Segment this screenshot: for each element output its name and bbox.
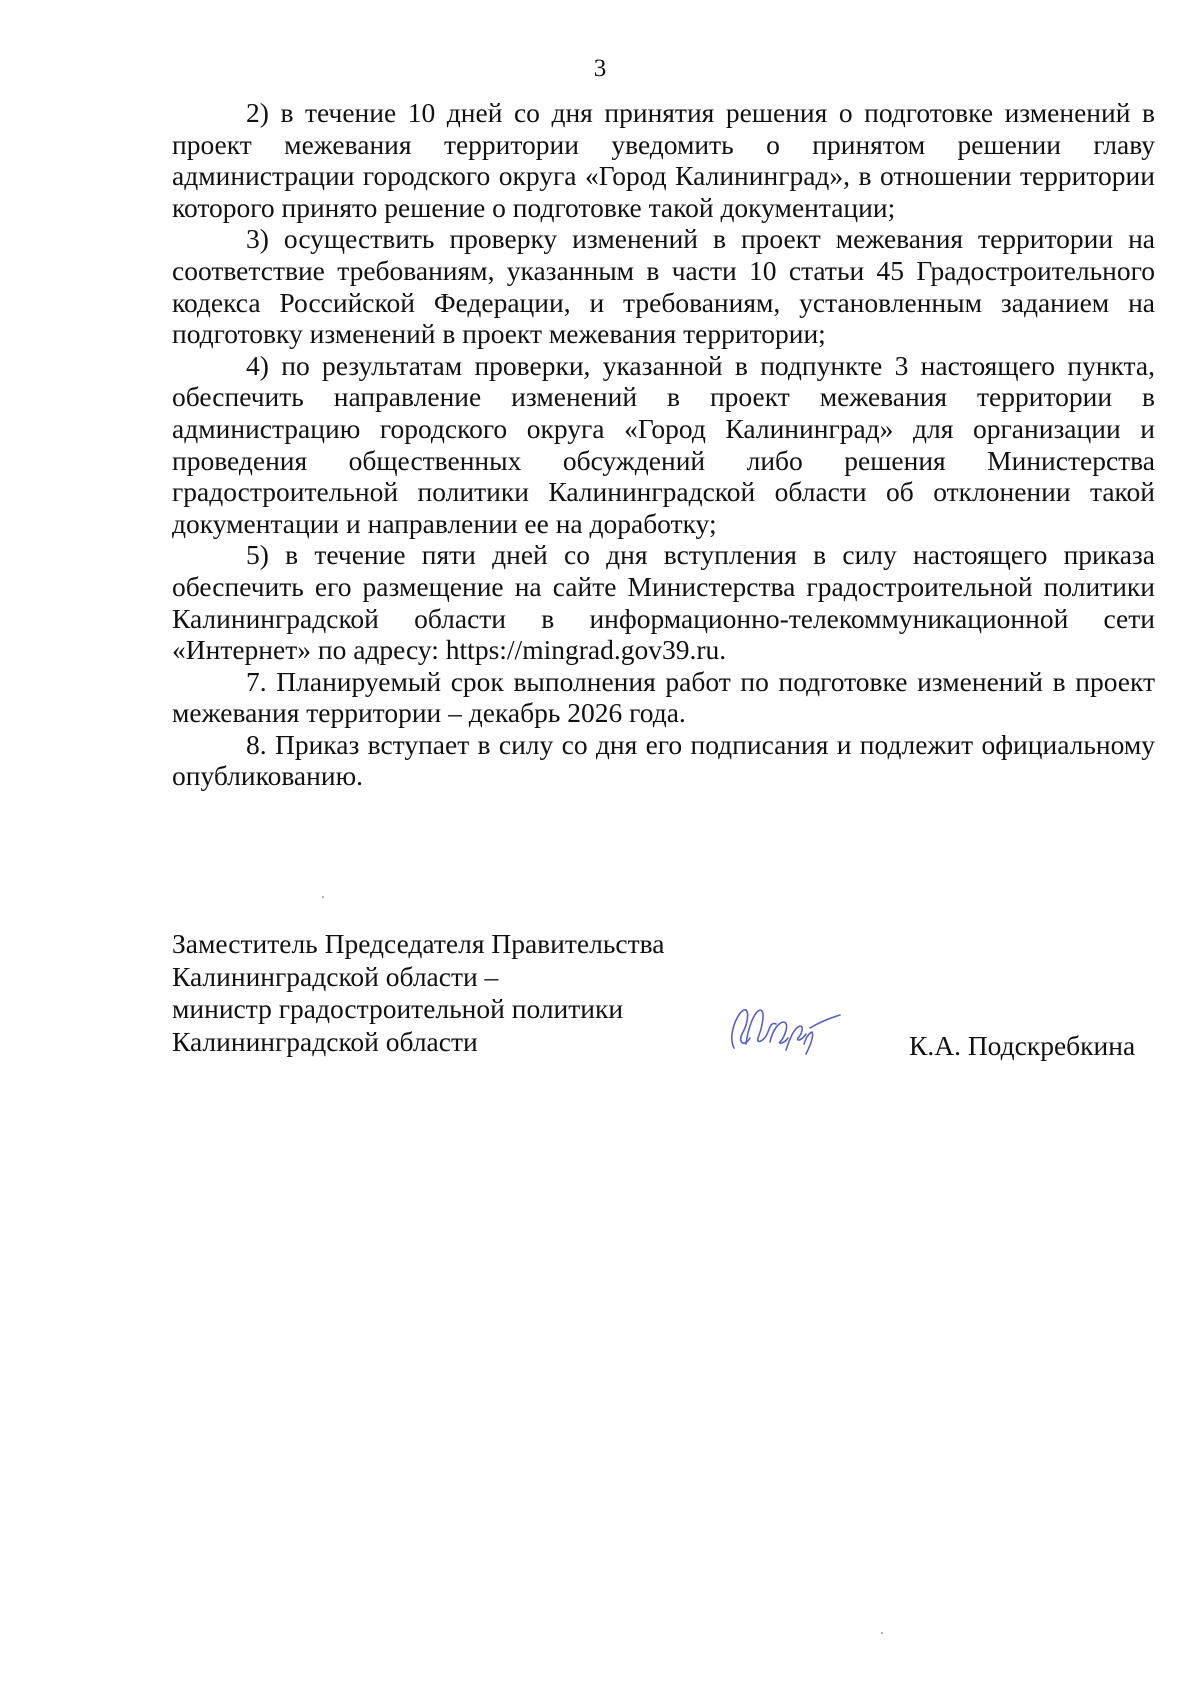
signer-position-line: Калининградской области [172,1025,478,1057]
signer-position-line: министр градостроительной политики [172,993,624,1024]
signature-strokes [732,1010,840,1054]
paragraph-item-3: 3) осуществить проверку изменений в проект межевания территории на соответствие требованиям, указанным в части 10 статьи 45 Градостроительного кодекса Российской Федерации, и требованиям, установленным заданием на подготовку изменений в проект межевания территории; [172,223,1155,350]
paragraph-item-2: 2) в течение 10 дней со дня принятия решения о подготовке изменений в проект межевания территории уведомить о принятом решении главу администрации городского округа «Город Калининград», в отношении территории которого принято решение о подготовке такой документации; [172,97,1155,223]
signer-position-line: Калининградской области – [172,960,499,992]
scan-speck [322,896,324,898]
signer-name: К.А. Подскребкина [909,1030,1136,1061]
paragraph-point-8: 8. Приказ вступает в силу со дня его подписания и подлежит официальному опубликованию. [172,728,1155,792]
signer-position-line: Заместитель Председателя Правительства [172,928,665,959]
signature-block [172,928,1155,1068]
document-body [172,97,1155,792]
paragraph-item-5: 5) в течение пяти дней со дня вступления в силу настоящего приказа обеспечить его размещение на сайте Министерства градостроительной политики Калининградской области в информационно-телекоммуникационной сети «Интернет» по адресу: https://mingrad.gov39.ru. [172,539,1155,666]
page-number: 3 [593,55,607,82]
scan-speck [881,1632,883,1634]
paragraph-point-7: 7. Планируемый срок выполнения работ по подготовке изменений в проект межевания территории – декабрь 2026 года. [172,665,1155,729]
handwritten-signature [724,998,844,1060]
paragraph-item-4: 4) по результатам проверки, указанной в подпункте 3 настоящего пункта, обеспечить направление изменений в проект межевания территории в администрацию городского округа «Город Калининград» для организации и проведения общественных обсуждений либо решения Министерства градостроительной политики Калининградской области об отклонении такой документации и направлении ее на доработку; [172,349,1155,539]
